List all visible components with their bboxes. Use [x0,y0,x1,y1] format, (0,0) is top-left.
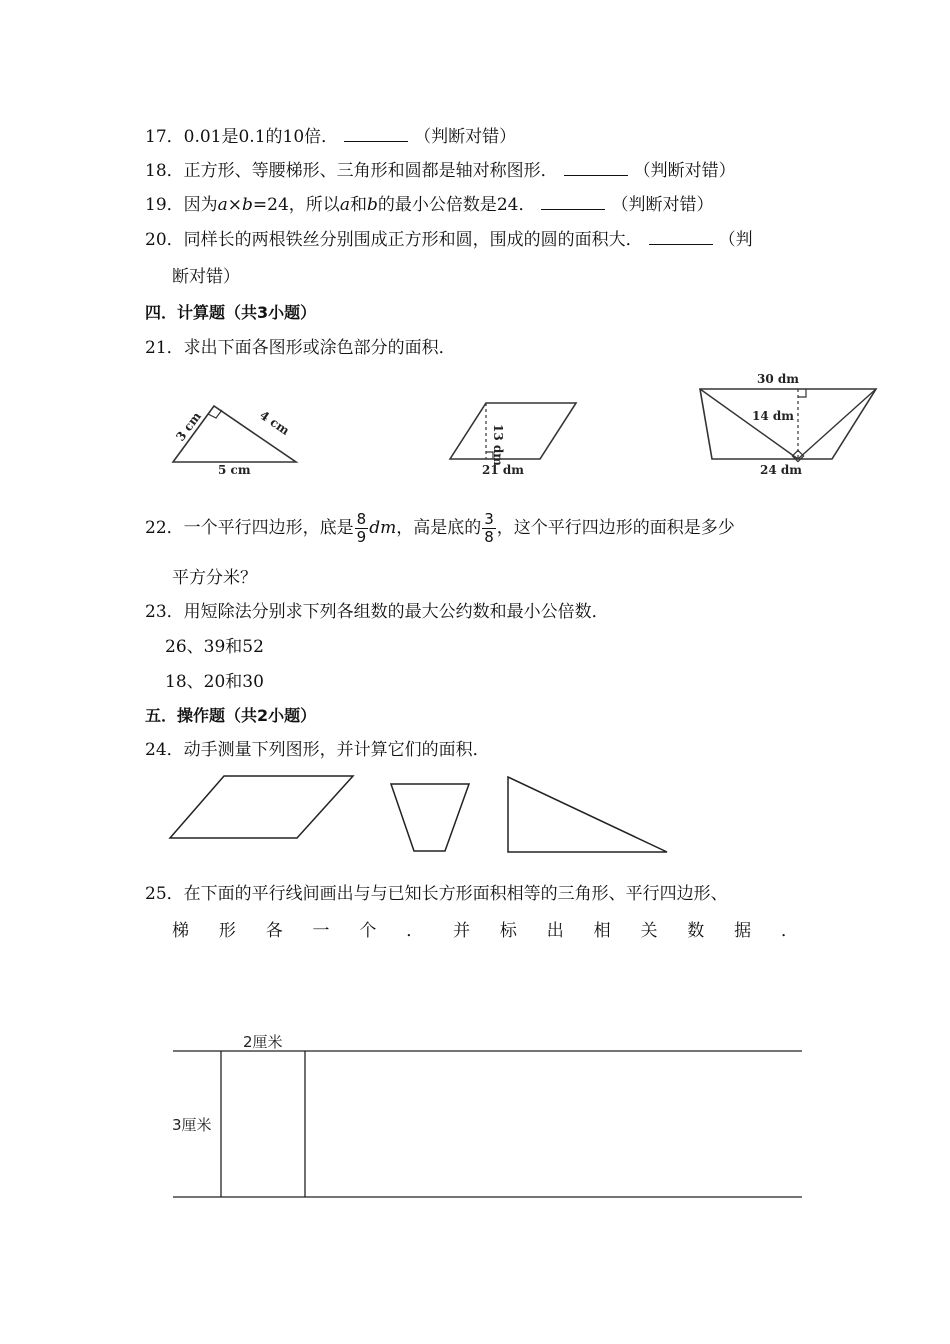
q19-var-b: b [242,195,253,215]
q23-group-1: 26、39和52 [165,637,264,657]
para-height-label: 13 dm [491,424,505,466]
q25-char: 出 [546,921,564,941]
tri-side-c-label: 5 cm [218,463,251,477]
q25-char: 标 [499,921,517,941]
q22-text-1: 一个平行四边形，底是 [183,518,354,538]
q25-char: 关 [640,921,658,941]
q25-number: 25． [145,884,184,904]
q25-char: 各 [265,921,283,941]
q25-char: 梯 [172,921,189,941]
q17-tail: （判断对错） [414,127,517,147]
q19-var-b2: b [366,195,378,215]
q19-tail: （判断对错） [611,195,714,215]
para-base-label: 21 dm [482,463,524,477]
q18-text: 正方形、等腰梯形、三角形和圆都是轴对称图形． [183,161,558,181]
q23-text: 用短除法分别求下列各组数的最大公约数和最小公倍数． [183,602,609,622]
q22-text-2: ，高是底的 [396,518,482,538]
tri-side-a-label: 3 cm [173,409,204,444]
tri-side-b-label: 4 cm [257,408,292,438]
rect-height-label: 3厘米 [172,1116,212,1134]
q21-text: 求出下面各图形或涂色部分的面积． [183,338,456,358]
q21-number: 21． [145,338,184,358]
trap-bottom-label: 24 dm [760,463,802,477]
fraction-denominator: 9 [356,528,367,546]
q25-char: 形 [218,921,236,941]
section-4-title: 四．计算题（共3小题） [145,303,317,322]
trap-height-label: 14 dm [752,409,794,423]
q18-tail: （判断对错） [633,161,736,181]
q19-mid: =24，所以 [252,195,340,215]
q25-char: ． [780,921,798,941]
fraction-numerator: 3 [484,510,494,528]
q20-number: 20． [145,230,184,250]
section-5-title: 五．操作题（共2小题） [145,706,317,725]
q22-text-3: ，这个平行四边形的面积是多少 [496,518,735,538]
q25-char: ． [406,921,424,941]
q25-char: 相 [593,921,611,941]
q24-trapezoid [391,784,469,851]
q19-times: × [227,195,243,215]
trap-top-label: 30 dm [757,372,799,386]
q17-text: 0.01是0.1的10倍． [183,127,339,147]
q25-char: 数 [687,921,705,941]
q20-continuation: 断对错） [172,267,240,287]
rect-width-label: 2厘米 [243,1033,283,1051]
q22-unit: dm [369,518,397,538]
q17-number: 17． [145,127,184,147]
q24-number: 24． [145,740,184,760]
q19-pre: 因为 [183,195,218,215]
q22-number: 22． [145,518,184,538]
q19-number: 19． [145,195,184,215]
q18-number: 18． [145,161,184,181]
q25-char: 并 [453,921,471,941]
fraction-denominator: 8 [484,528,494,546]
q23-group-2: 18、20和30 [165,672,264,692]
q22-continuation: 平方分米？ [172,568,257,588]
q24-text: 动手测量下列图形，并计算它们的面积． [183,740,490,760]
fraction-numerator: 8 [356,510,367,528]
q25-char: 个 [359,921,377,941]
q24-parallelogram [170,776,353,838]
q19-var-a2: a [339,195,350,215]
q20-text: 同样长的两根铁丝分别围成正方形和圆，围成的圆的面积大． [183,230,643,250]
q25-text: 在下面的平行线间画出与与已知长方形面积相等的三角形、平行四边形、 [183,884,728,904]
q19-and: 和 [349,195,367,215]
q19-post: 的最小公倍数是24． [377,195,536,215]
q25-char: 据 [734,921,752,941]
q23-number: 23． [145,602,184,622]
q25-char: 一 [312,921,330,941]
q19-var-a: a [217,195,228,215]
q24-triangle [508,777,667,852]
q20-tail: （判 [718,230,753,250]
